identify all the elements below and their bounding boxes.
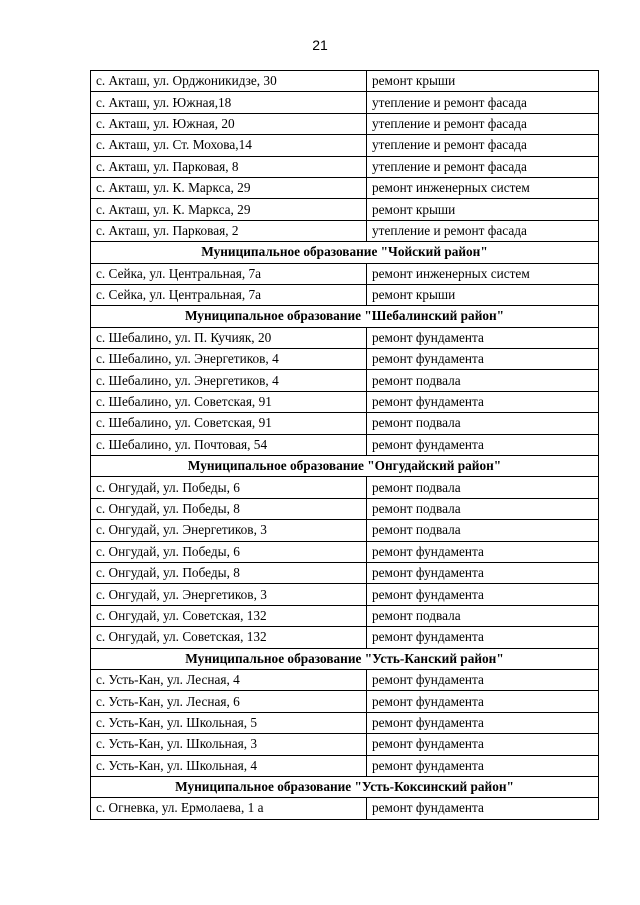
address-cell: с. Шебалино, ул. Почтовая, 54 [91,434,367,455]
section-heading-row [91,456,599,477]
section-heading: Муниципальное образование "Усть-Канский район" [91,648,599,669]
table-row [91,434,599,455]
work-type-cell: ремонт фундамента [367,584,599,605]
table-row [91,113,599,134]
work-type-cell: утепление и ремонт фасада [367,113,599,134]
repair-register-table [90,70,599,820]
table-row [91,370,599,391]
address-cell: с. Огневка, ул. Ермолаева, 1 а [91,798,367,819]
table-row [91,627,599,648]
work-type-cell: ремонт крыши [367,199,599,220]
table-row [91,755,599,776]
table-row [91,92,599,113]
address-cell: с. Шебалино, ул. Энергетиков, 4 [91,370,367,391]
table-row [91,177,599,198]
work-type-cell: ремонт крыши [367,284,599,305]
work-type-cell: ремонт фундамента [367,541,599,562]
work-type-cell: ремонт инженерных систем [367,263,599,284]
table-row [91,584,599,605]
work-type-cell: ремонт фундамента [367,755,599,776]
table-row [91,220,599,241]
address-cell: с. Онгудай, ул. Советская, 132 [91,627,367,648]
address-cell: с. Акташ, ул. Орджоникидзе, 30 [91,71,367,92]
work-type-cell: ремонт фундамента [367,734,599,755]
address-cell: с. Онгудай, ул. Победы, 8 [91,498,367,519]
work-type-cell: ремонт фундамента [367,327,599,348]
work-type-cell: ремонт фундамента [367,391,599,412]
address-cell: с. Акташ, ул. Парковая, 8 [91,156,367,177]
table-row [91,199,599,220]
address-cell: с. Шебалино, ул. Энергетиков, 4 [91,349,367,370]
page-number: 21 [312,37,328,53]
work-type-cell: ремонт фундамента [367,349,599,370]
address-cell: с. Акташ, ул. Южная,18 [91,92,367,113]
table-row [91,284,599,305]
table-row [91,349,599,370]
table-row [91,135,599,156]
work-type-cell: ремонт подвала [367,370,599,391]
section-heading-row [91,776,599,797]
work-type-cell: ремонт подвала [367,413,599,434]
address-cell: с. Усть-Кан, ул. Лесная, 4 [91,669,367,690]
address-cell: с. Онгудай, ул. Победы, 6 [91,541,367,562]
table-row [91,605,599,626]
address-cell: с. Сейка, ул. Центральная, 7а [91,284,367,305]
table-row [91,541,599,562]
work-type-cell: ремонт фундамента [367,691,599,712]
work-type-cell: утепление и ремонт фасада [367,135,599,156]
section-heading: Муниципальное образование "Чойский район" [91,242,599,263]
work-type-cell: ремонт крыши [367,71,599,92]
address-cell: с. Шебалино, ул. Советская, 91 [91,413,367,434]
table-row [91,562,599,583]
work-type-cell: ремонт фундамента [367,798,599,819]
work-type-cell: ремонт фундамента [367,562,599,583]
address-cell: с. Шебалино, ул. Советская, 91 [91,391,367,412]
address-cell: с. Сейка, ул. Центральная, 7а [91,263,367,284]
work-type-cell: ремонт фундамента [367,712,599,733]
address-cell: с. Онгудай, ул. Советская, 132 [91,605,367,626]
address-cell: с. Онгудай, ул. Победы, 6 [91,477,367,498]
section-heading: Муниципальное образование "Онгудайский район" [91,456,599,477]
section-heading-row [91,242,599,263]
work-type-cell: ремонт подвала [367,498,599,519]
work-type-cell: ремонт подвала [367,520,599,541]
address-cell: с. Усть-Кан, ул. Школьная, 5 [91,712,367,733]
section-heading-row [91,306,599,327]
work-type-cell: утепление и ремонт фасада [367,220,599,241]
address-cell: с. Онгудай, ул. Энергетиков, 3 [91,584,367,605]
register-body [91,71,599,820]
address-cell: с. Усть-Кан, ул. Школьная, 4 [91,755,367,776]
work-type-cell: утепление и ремонт фасада [367,156,599,177]
table-row [91,156,599,177]
work-type-cell: ремонт фундамента [367,434,599,455]
table-row [91,712,599,733]
work-type-cell: ремонт инженерных систем [367,177,599,198]
table-row [91,520,599,541]
address-cell: с. Акташ, ул. Ст. Мохова,14 [91,135,367,156]
work-type-cell: утепление и ремонт фасада [367,92,599,113]
section-heading: Муниципальное образование "Усть-Коксинский район" [91,776,599,797]
address-cell: с. Акташ, ул. Южная, 20 [91,113,367,134]
address-cell: с. Шебалино, ул. П. Кучияк, 20 [91,327,367,348]
address-cell: с. Акташ, ул. К. Маркса, 29 [91,177,367,198]
work-type-cell: ремонт фундамента [367,627,599,648]
table-row [91,734,599,755]
work-type-cell: ремонт подвала [367,605,599,626]
section-heading-row [91,648,599,669]
address-cell: с. Усть-Кан, ул. Лесная, 6 [91,691,367,712]
table-row [91,413,599,434]
table-row [91,669,599,690]
address-cell: с. Онгудай, ул. Победы, 8 [91,562,367,583]
address-cell: с. Акташ, ул. Парковая, 2 [91,220,367,241]
table-row [91,263,599,284]
table-row [91,327,599,348]
address-cell: с. Онгудай, ул. Энергетиков, 3 [91,520,367,541]
address-cell: с. Акташ, ул. К. Маркса, 29 [91,199,367,220]
table-row [91,691,599,712]
work-type-cell: ремонт фундамента [367,669,599,690]
table-row [91,71,599,92]
section-heading: Муниципальное образование "Шебалинский район" [91,306,599,327]
table-row [91,477,599,498]
table-row [91,798,599,819]
work-type-cell: ремонт подвала [367,477,599,498]
table-row [91,498,599,519]
address-cell: с. Усть-Кан, ул. Школьная, 3 [91,734,367,755]
table-row [91,391,599,412]
